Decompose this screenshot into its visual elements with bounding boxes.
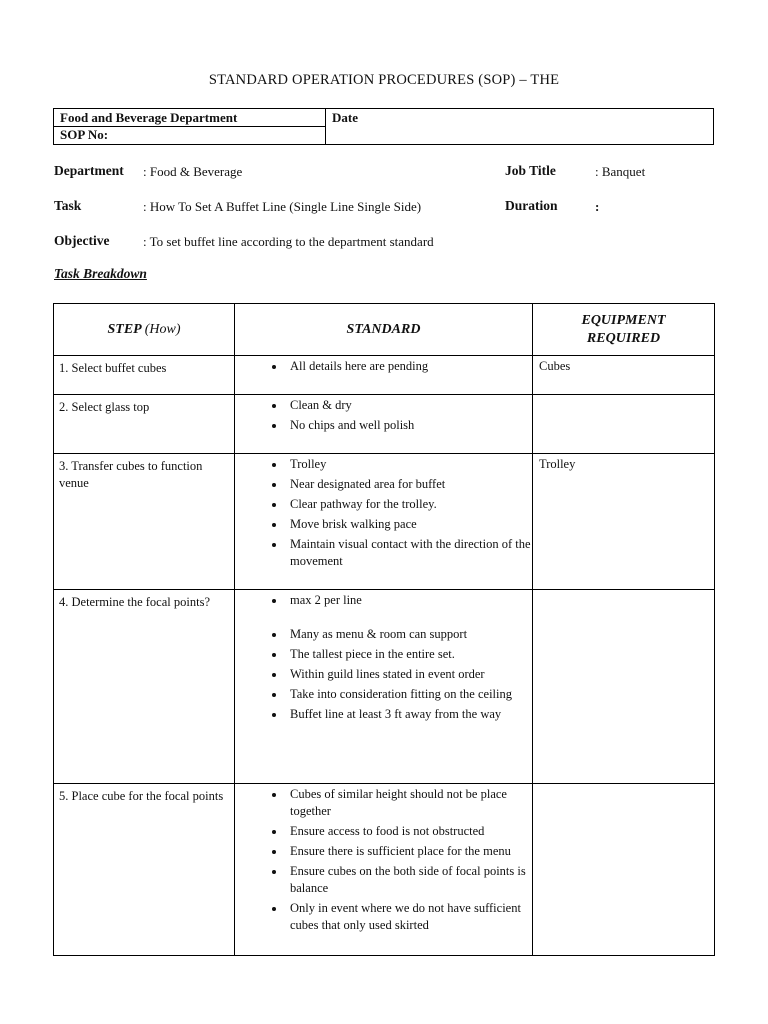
column-header-step [54, 304, 235, 356]
table-row [54, 590, 715, 784]
task-breakdown-heading: Task Breakdown [54, 266, 147, 281]
table-row [54, 454, 715, 590]
standard-item: • Near designated area for buffet [286, 476, 532, 493]
department-value: : Food & Beverage [143, 164, 243, 179]
step-header-label: STEP [107, 321, 142, 337]
standard-list [235, 786, 532, 934]
standard-item: • Ensure cubes on the both side of focal points is balance [286, 863, 532, 897]
standard-cell [235, 395, 533, 454]
equipment-cell: Trolley [533, 454, 715, 590]
standard-item: • All details here are pending [286, 358, 532, 375]
column-header-equipment [533, 304, 715, 356]
step-header-suffix: (How) [144, 321, 181, 337]
duration-value: : [595, 199, 600, 214]
standard-item: • Many as menu & room can support [286, 626, 532, 643]
standard-item: • The tallest piece in the entire set. [286, 646, 532, 663]
task-breakdown-table [53, 303, 715, 956]
duration-label: Duration [505, 198, 558, 213]
standard-item: • Ensure access to food is not obstructed [286, 823, 532, 840]
task-value: : How To Set A Buffet Line (Single Line Single Side) [143, 199, 422, 214]
standard-item: • Move brisk walking pace [286, 516, 532, 533]
equipment-cell: Cubes [533, 356, 715, 395]
column-header-standard: STANDARD [235, 304, 533, 356]
standard-list [235, 592, 532, 723]
standard-item: • max 2 per line [286, 592, 532, 609]
equipment-cell [533, 590, 715, 784]
equipment-header-label: EQUIPMENT REQUIRED [581, 312, 666, 346]
standard-cell [235, 454, 533, 590]
job-title-label: Job Title [505, 163, 556, 178]
standard-item: • No chips and well polish [286, 417, 532, 434]
table-row [54, 395, 715, 454]
header-divider-vertical [325, 109, 326, 144]
header-sop-no-cell: SOP No: [60, 127, 109, 142]
standard-list [235, 397, 532, 434]
header-box [53, 108, 714, 145]
page-title: STANDARD OPERATION PROCEDURES (SOP) – THE [208, 72, 560, 88]
standard-cell [235, 784, 533, 956]
step-cell: 4. Determine the focal points? [54, 590, 235, 784]
standard-list [235, 456, 532, 570]
header-date-cell: Date [332, 110, 358, 125]
equipment-cell [533, 784, 715, 956]
standard-item: • Only in event where we do not have sufficient cubes that only used skirted [286, 900, 532, 934]
table-row [54, 356, 715, 395]
job-title-value: : Banquet [595, 164, 646, 179]
standard-item: • Ensure there is sufficient place for the menu [286, 843, 532, 860]
objective-value: : To set buffet line according to the department standard [143, 234, 434, 249]
standard-item: • Trolley [286, 456, 532, 473]
standard-item: • Cubes of similar height should not be place together [286, 786, 532, 820]
standard-item: • Buffet line at least 3 ft away from the way [286, 706, 532, 723]
step-cell: 5. Place cube for the focal points [54, 784, 235, 956]
step-cell: 3. Transfer cubes to function venue [54, 454, 235, 590]
step-cell: 1. Select buffet cubes [54, 356, 235, 395]
equipment-cell [533, 395, 715, 454]
standard-cell [235, 590, 533, 784]
standard-item: • Clean & dry [286, 397, 532, 414]
table-row [54, 784, 715, 956]
standard-item: • Take into consideration fitting on the ceiling [286, 686, 532, 703]
standard-item: • Within guild lines stated in event order [286, 666, 532, 683]
standard-item: • Clear pathway for the trolley. [286, 496, 532, 513]
standard-list [235, 358, 532, 375]
step-cell: 2. Select glass top [54, 395, 235, 454]
task-label: Task [54, 198, 82, 213]
standard-cell [235, 356, 533, 395]
header-department-cell: Food and Beverage Department [60, 110, 238, 125]
standard-item: • Maintain visual contact with the direction of the movement [286, 536, 532, 570]
department-label: Department [54, 163, 124, 178]
objective-label: Objective [54, 233, 110, 248]
